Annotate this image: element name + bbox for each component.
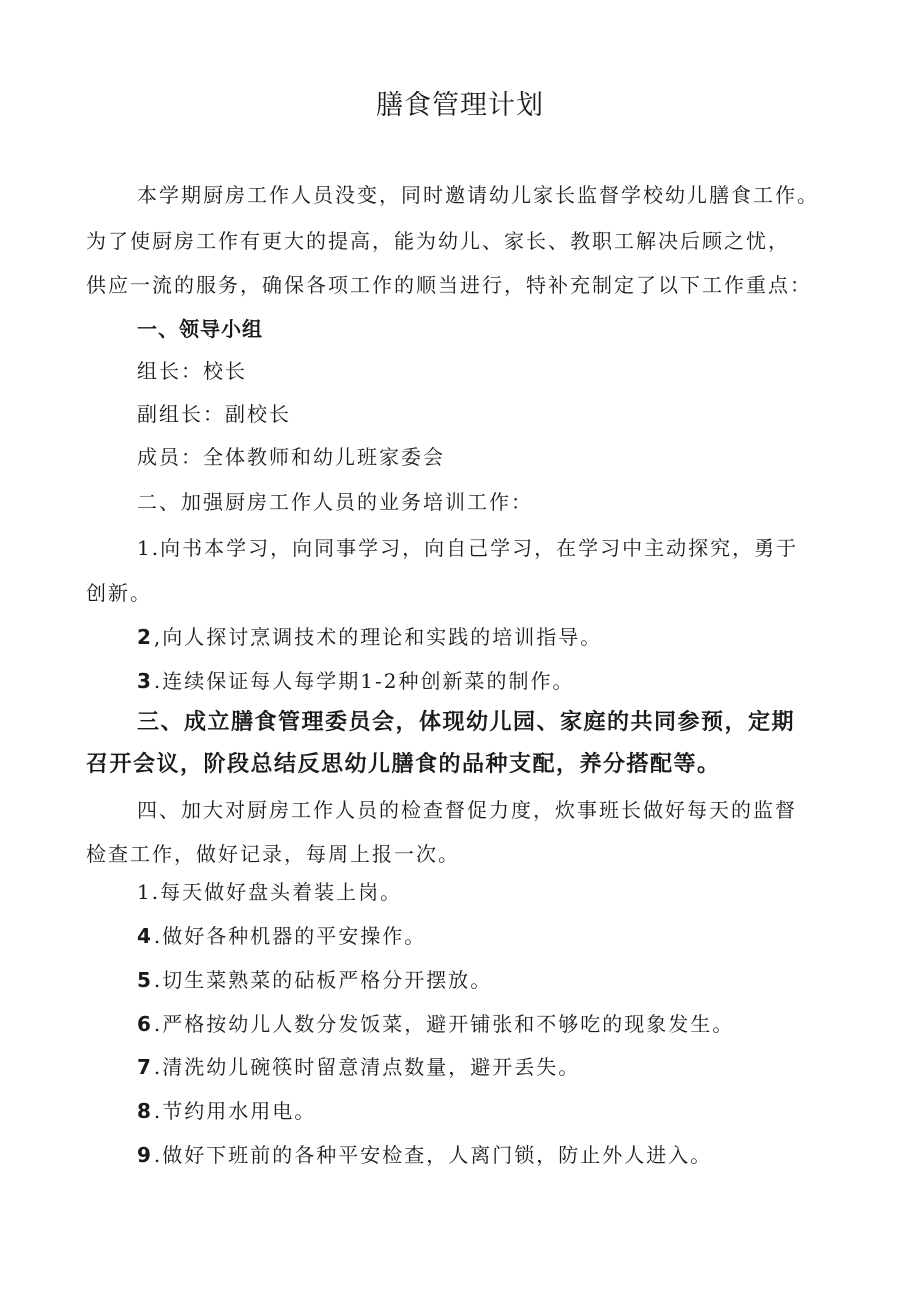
section4-item1: 1.每天做好盘头着装上岗。 — [137, 880, 403, 904]
section2-item3 — [137, 666, 575, 696]
section4-item-number: 9 — [137, 1143, 152, 1167]
section4-item-6 — [137, 1009, 734, 1039]
section4-item-number: 5 — [137, 968, 152, 992]
section4-item-7 — [137, 1052, 580, 1082]
section4-item-text: .清洗幼儿碗筷时留意清点数量，避开丢失。 — [153, 1055, 581, 1079]
section4-line2: 检查工作，做好记录，每周上报一次。 — [86, 842, 460, 866]
section3-line2: 召开会议，阶段总结反思幼儿膳食的品种支配，养分搭配等。 — [86, 752, 721, 777]
section2-item1-line1: 1.向书本学习，向同事学习，向自己学习，在学习中主动探究，勇于 — [137, 536, 799, 560]
section4-item-number: 6 — [137, 1012, 152, 1036]
section1-leader: 组长：校长 — [137, 359, 247, 383]
section2-item1-line2: 创新。 — [86, 581, 152, 605]
section4-item-number: 7 — [137, 1055, 152, 1079]
section4-item-text: .做好下班前的各种平安检查，人离门锁，防止外人进入。 — [153, 1143, 713, 1167]
section2-item3-number: 3 — [137, 669, 152, 693]
section1-members: 成员：全体教师和幼儿班家委会 — [137, 445, 445, 469]
section2-item3-text: .连续保证每人每学期1-2种创新菜的制作。 — [153, 669, 575, 693]
section4-item-number: 4 — [137, 924, 152, 948]
section2-item2 — [137, 622, 602, 652]
section4-item-9 — [137, 1140, 712, 1170]
section4-item-number: 8 — [137, 1099, 152, 1123]
section4-item-4 — [137, 921, 426, 951]
section1-deputy: 副组长：副校长 — [137, 402, 291, 426]
section4-item-text: .严格按幼儿人数分发饭菜，避开铺张和不够吃的现象发生。 — [153, 1012, 735, 1036]
section3-line1: 三、成立膳食管理委员会，体现幼儿园、家庭的共同参预，定期 — [137, 710, 796, 735]
section1-heading: 一、领导小组 — [137, 317, 263, 341]
section4-item-text: .节约用水用电。 — [153, 1099, 317, 1123]
document-title: 膳食管理计划 — [376, 90, 544, 121]
section2-item2-text: ,向人探讨烹调技术的理论和实践的培训指导。 — [153, 625, 603, 649]
section4-item-text: .做好各种机器的平安操作。 — [153, 924, 427, 948]
section4-item-8 — [137, 1096, 316, 1126]
intro-line-3: 供应一流的服务，确保各项工作的顺当进行，特补充制定了以下工作重点： — [86, 273, 812, 297]
section4-line1: 四、加大对厨房工作人员的检查督促力度，炊事班长做好每天的监督 — [137, 798, 797, 822]
section2-item2-number: 2 — [137, 625, 152, 649]
section4-item-5 — [137, 965, 492, 995]
section2-heading: 二、加强厨房工作人员的业务培训工作： — [137, 490, 533, 514]
intro-line-2: 为了使厨房工作有更大的提高，能为幼儿、家长、教职工解决后顾之忧， — [86, 229, 790, 253]
intro-line-1: 本学期厨房工作人员没变，同时邀请幼儿家长监督学校幼儿膳食工作。 — [137, 183, 819, 207]
section4-item-text: .切生菜熟菜的砧板严格分开摆放。 — [153, 968, 493, 992]
